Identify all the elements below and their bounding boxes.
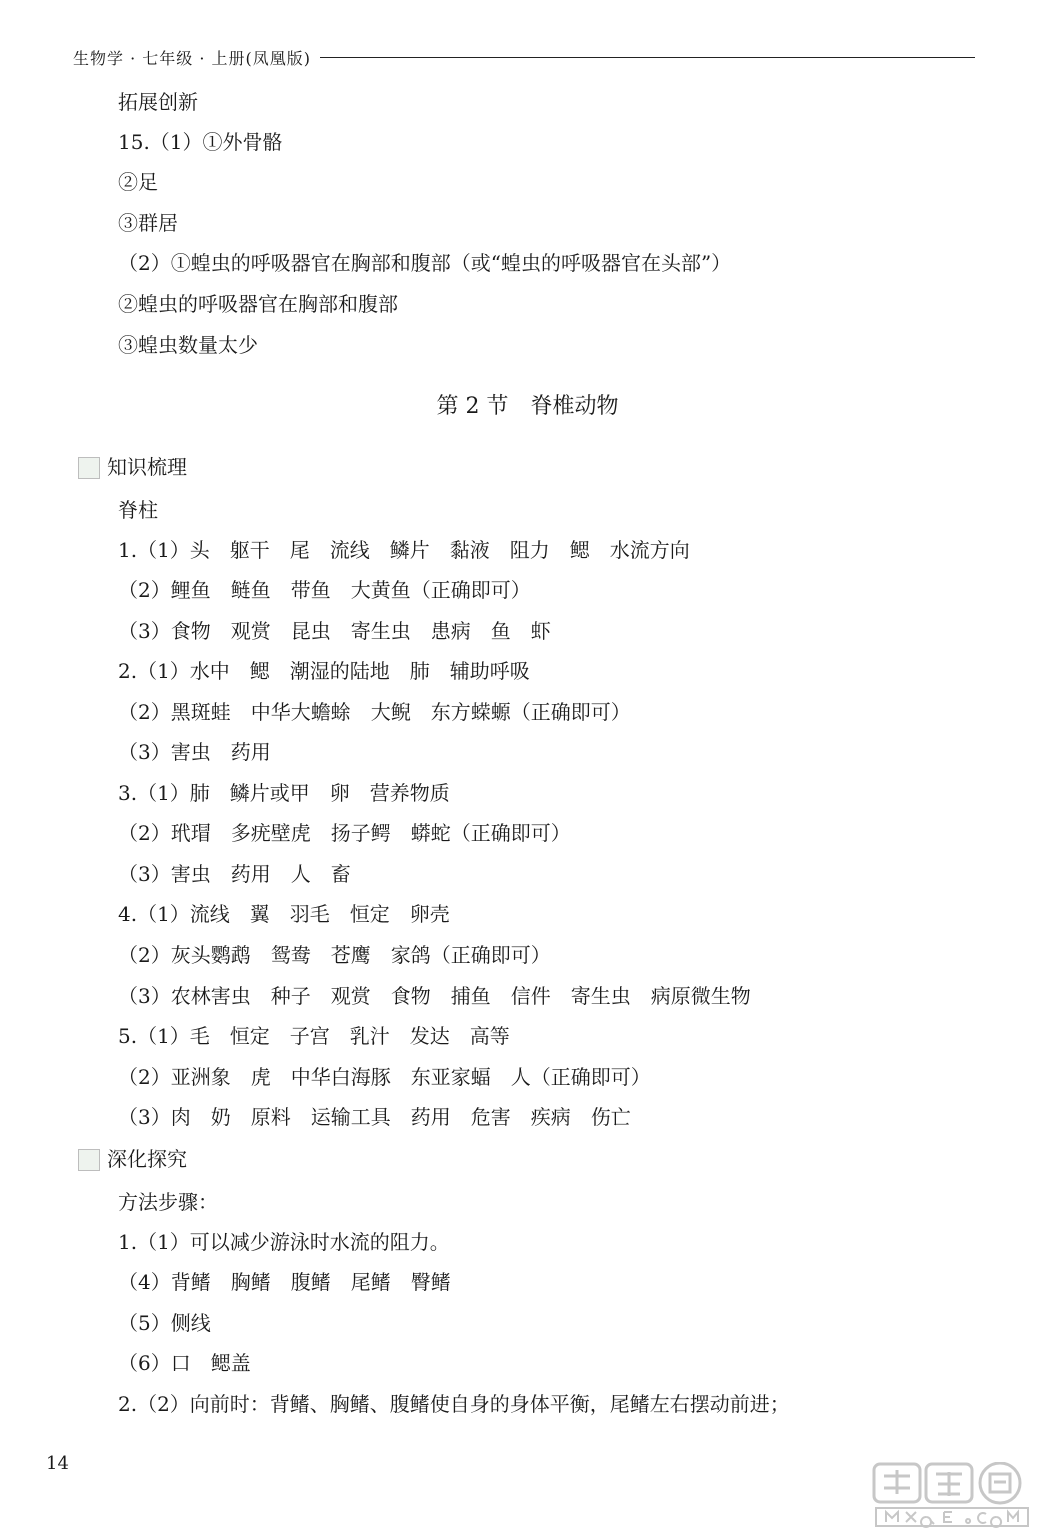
- answer-line: （2）鲤鱼 鲢鱼 带鱼 大黄鱼（正确即可）: [118, 578, 531, 602]
- explore-heading-label: 深化探究: [107, 1147, 187, 1171]
- knowledge-heading-label: 知识梳理: [107, 455, 187, 479]
- answer-line: ③蝗虫数量太少: [118, 333, 258, 357]
- answer-line: （5）侧线: [118, 1311, 211, 1335]
- section-title: 第 2 节 脊椎动物: [436, 394, 619, 419]
- answer-line: （4）背鳍 胸鳍 腹鳍 尾鳍 臀鳍: [118, 1270, 451, 1294]
- page-header: [73, 44, 975, 74]
- answer-line: ②足: [118, 170, 158, 194]
- header-rule: [320, 57, 975, 58]
- answer-line: 方法步骤：: [118, 1190, 218, 1214]
- answer-line: 1.（1）可以减少游泳时水流的阻力。: [118, 1230, 450, 1254]
- answer-line: （2）黑斑蛙 中华大蟾蜍 大鲵 东方蝾螈（正确即可）: [118, 700, 631, 724]
- answer-line: （3）食物 观赏 昆虫 寄生虫 患病 鱼 虾: [118, 619, 551, 643]
- answer-line: 2.（1）水中 鳃 潮湿的陆地 肺 辅助呼吸: [118, 659, 530, 683]
- answer-line: （2）灰头鹦鹉 鸳鸯 苍鹰 家鸽（正确即可）: [118, 943, 551, 967]
- book-title: 生物学 · 七年级 · 上册(凤凰版): [73, 49, 312, 68]
- answer-line: 5.（1）毛 恒定 子宫 乳汁 发达 高等: [118, 1024, 510, 1048]
- answer-line: （2）①蝗虫的呼吸器官在胸部和腹部（或“蝗虫的呼吸器官在头部”）: [118, 251, 732, 275]
- answer-line: （3）肉 奶 原料 运输工具 药用 危害 疾病 伤亡: [118, 1105, 631, 1129]
- answer-line: （3）害虫 药用 人 畜: [118, 862, 351, 886]
- answer-line: ②蝗虫的呼吸器官在胸部和腹部: [118, 292, 398, 316]
- answer-line: 3.（1）肺 鳞片或甲 卵 营养物质: [118, 781, 450, 805]
- answer-line: （6）口 鳃盖: [118, 1351, 251, 1375]
- extension-heading: 拓展创新: [118, 90, 198, 114]
- answer-line: （3）农林害虫 种子 观赏 食物 捕鱼 信件 寄生虫 病原微生物: [118, 984, 751, 1008]
- page-number: 14: [46, 1453, 69, 1474]
- answer-line: 4.（1）流线 翼 羽毛 恒定 卵壳: [118, 902, 450, 926]
- answer-line: （2）玳瑁 多疣壁虎 扬子鳄 蟒蛇（正确即可）: [118, 821, 571, 845]
- answer-line: （3）害虫 药用: [118, 740, 271, 764]
- answer-line: 2.（2）向前时：背鳍、胸鳍、腹鳍使自身的身体平衡，尾鳍左右摆动前进；: [118, 1392, 790, 1416]
- answer-line: 脊柱: [118, 498, 158, 522]
- answer-line: 15.（1）①外骨骼: [118, 130, 283, 154]
- heading-marker-box: [78, 1149, 100, 1171]
- answer-line: 1.（1）头 躯干 尾 流线 鳞片 黏液 阻力 鳃 水流方向: [118, 538, 690, 562]
- answer-line: （2）亚洲象 虎 中华白海豚 东亚家蝠 人（正确即可）: [118, 1065, 651, 1089]
- answer-line: ③群居: [118, 211, 178, 235]
- heading-marker-box: [78, 457, 100, 479]
- watermark-logo: [872, 1462, 1032, 1528]
